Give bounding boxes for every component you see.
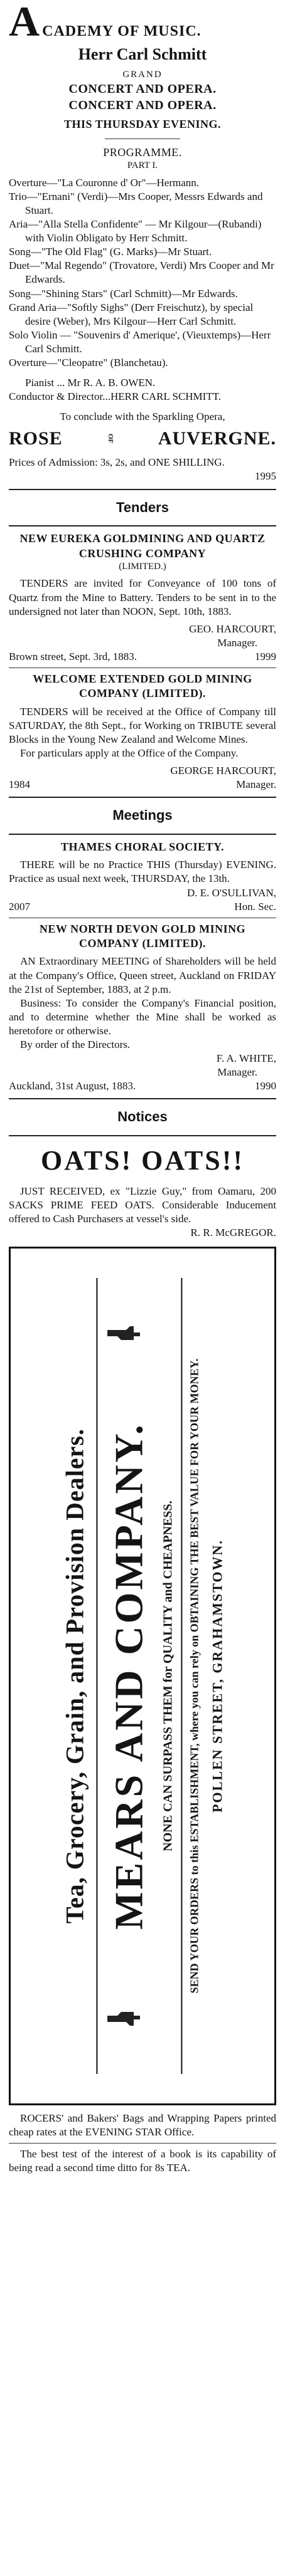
notice-title: THAMES CHORAL SOCIETY.: [61, 840, 224, 853]
advert-rule: [181, 1278, 183, 2074]
section-heading-notices: Notices: [117, 1109, 168, 1125]
programme-item: Solo Violin — "Souvenirs d' Amerique', (Vieuxtemps)—Herr Carl Schmitt.: [9, 328, 271, 355]
choral-society-notice: [9, 840, 276, 914]
programme-item: Song—"The Old Flag" (G. Marks)—Mr Stuart.: [9, 246, 212, 258]
divider: [9, 2143, 276, 2144]
opera-title: [9, 426, 276, 451]
dropcap-letter: A: [9, 0, 40, 45]
notice-body-2: For particulars apply at the Office of the Company.: [20, 747, 239, 760]
notice-ref: 1990: [255, 1080, 276, 1092]
notice-body: THERE will be no Practice THIS (Thursday) EVENING. Practice as usual next week, THURSDAY, the 13th.: [9, 859, 276, 885]
programme-item: Trio—"Ernani" (Verdi)—Mrs Cooper, Messrs Edwards and Stuart.: [9, 190, 263, 216]
signer-role: Manager.: [217, 636, 257, 649]
oats-notice: [9, 1143, 276, 1240]
section-rule: [9, 489, 276, 490]
notice-ref: 1999: [255, 650, 276, 662]
programme-heading: PROGRAMME.: [103, 145, 182, 159]
notice-title: NEW EUREKA GOLDMINING AND QUARTZ CRUSHING COMPANY: [19, 532, 266, 560]
part-label: PART I.: [127, 160, 158, 171]
advert-ref: 1995: [255, 470, 276, 483]
programme-item: Duet—"Mal Regendo" (Trovatore, Verdi) Mrs Cooper and Mr Edwards.: [9, 259, 274, 286]
programme-item: Grand Aria—"Softly Sighs" (Derr Freischutz), by special desire (Weber), Mrs Kilgour—Herr Carl Schmitt.: [9, 301, 254, 327]
academy-heading: [9, 0, 276, 45]
advert-address: POLLEN STREET, GRAHAMSTOWN.: [208, 1539, 225, 1813]
admission-prices: Prices of Admission: 3s, 2s, and ONE SHILLING.: [9, 456, 225, 469]
signer-name: R. R. McGREGOR.: [190, 1227, 276, 1239]
oats-title: OATS! OATS!!: [40, 1145, 245, 1176]
signer-role: Manager.: [217, 1066, 257, 1079]
notice-footer: [9, 900, 276, 914]
eureka-tender-notice: [9, 531, 276, 664]
notice-title: WELCOME EXTENDED GOLD MINING COMPANY (LIMITED).: [33, 672, 252, 700]
opera-title-left: ROSE: [9, 428, 63, 449]
book-notice: [9, 2147, 276, 2175]
signer-name: D. E. O'SULLIVAN,: [186, 886, 276, 899]
signer-role: Manager.: [236, 778, 276, 791]
section-heading-tenders: Tenders: [116, 499, 169, 515]
welcome-tender-notice: [9, 672, 276, 792]
advert-tagline: NONE CAN SURPASS THEM for QUALITY and CHEAPNESS.: [161, 1500, 175, 1851]
conductor-credit: Conductor & Director...HERR CARL SCHMITT.: [9, 390, 222, 403]
opera-title-of: OF: [106, 434, 114, 444]
section-rule: [9, 1098, 276, 1099]
notice-footer: [9, 778, 276, 792]
programme-item: Song—"Shining Stars" (Carl Schmitt)—Mr Edwards.: [9, 287, 238, 300]
programme-list: [9, 176, 276, 370]
pianist-credit: Pianist ... Mr R. A. B. OWEN.: [25, 377, 156, 389]
performance-date: THIS THURSDAY EVENING.: [64, 118, 221, 131]
performer-name: Herr Carl Schmitt: [78, 45, 207, 64]
programme-item: Overture—"Cleopatre" (Blanchetau).: [9, 356, 168, 369]
section-rule: [9, 834, 276, 835]
notice-body: TENDERS are invited for Conveyance of 100 tons of Quartz from the Mine to Battery. Tenders to be sent in to the undersigned not later than NOON, Sept. 10th, 1883.: [9, 577, 276, 617]
notice-body: AN Extraordinary MEETING of Shareholders will be held at the Company's Office, Queen street, Auckland on FRIDAY the 21st of September, 1883, at 2 p.m.: [9, 955, 276, 995]
section-rule: [9, 525, 276, 526]
advert-orders-line: SEND YOUR ORDERS to this ESTABLISHMENT, where you can rely on OBTAINING THE BEST VALUE FOR YOUR MONEY.: [188, 1358, 201, 1993]
notice-business: Business: To consider the Company's Financial position, and to determine whether the Mine shall be worked as heretofore or otherwise.: [9, 997, 276, 1037]
signer-name: F. A. WHITE,: [216, 1052, 276, 1065]
notice-footer: [9, 650, 276, 664]
notice-order: By order of the Directors.: [20, 1039, 131, 1051]
programme-item: Overture—"La Couronne d' Or"—Hermann.: [9, 176, 200, 189]
section-rule: [9, 797, 276, 798]
signer-role: Hon. Sec.: [234, 900, 276, 913]
advert-firm-name: MEARS AND COMPANY.: [106, 1422, 151, 1930]
concert-line-1: CONCERT AND OPERA.: [68, 82, 217, 97]
notice-body: The best test of the interest of a book is its capability of being read a second time ditto for 8s TEA.: [9, 2147, 276, 2174]
section-rule: [9, 1135, 276, 1136]
opera-title-right: AUVERGNE.: [158, 428, 276, 449]
academy-of-music-advert: [9, 0, 276, 484]
notice-body: TENDERS will be received at the Office of Company till SATURDAY, the 8th Sept., for Working on TRIBUTE several Blocks in the Young New Zealand and Welcome Mines.: [9, 705, 276, 745]
advert-rotated-content: [58, 1253, 226, 2099]
notice-subtitle: (LIMITED.): [119, 561, 166, 572]
notice-ref: 1984: [9, 778, 30, 791]
notice-ref: 2007: [9, 900, 30, 913]
signer-name: GEO. HARCOURT,: [189, 622, 276, 635]
notice-footer: [9, 1079, 276, 1093]
signer-name: GEORGE HARCOURT,: [170, 765, 276, 777]
conclusion-note: To conclude with the Sparkling Opera,: [60, 411, 225, 423]
notice-signature: [9, 622, 276, 636]
advert-rule: [96, 1278, 97, 2074]
notice-place-date: Auckland, 31st August, 1883.: [9, 1080, 136, 1092]
advert-dealers-line: Tea, Grocery, Grain, and Provision Dealers.: [60, 1428, 89, 1924]
notice-body: JUST RECEIVED, ex "Lizzie Guy," from Oamaru, 200 SACKS PRIME FEED OATS. Considerable Inducement offered to Cash Purchasers at vessel's side.: [9, 1185, 276, 1225]
north-devon-meeting-notice: [9, 922, 276, 1094]
grand-label: GRAND: [122, 69, 163, 80]
concert-line-2: CONCERT AND OPERA.: [68, 98, 217, 113]
section-heading-meetings: Meetings: [112, 807, 173, 824]
academy-title: CADEMY OF MUSIC.: [42, 23, 202, 39]
notice-body: ROCERS' and Bakers' Bags and Wrapping Papers printed cheap rates at the EVENING STAR Office.: [9, 2112, 276, 2138]
programme-item: Aria—"Alla Stella Confidente" — Mr Kilgour—(Rubandi) with Violin Obligato by Herr Schmitt.: [9, 218, 262, 244]
notice-title: NEW NORTH DEVON GOLD MINING COMPANY (LIMITED).: [39, 922, 246, 950]
printing-notice: [9, 2112, 276, 2139]
mears-company-advert: [9, 1247, 276, 2105]
notice-place-date: Brown street, Sept. 3rd, 1883.: [9, 650, 137, 662]
